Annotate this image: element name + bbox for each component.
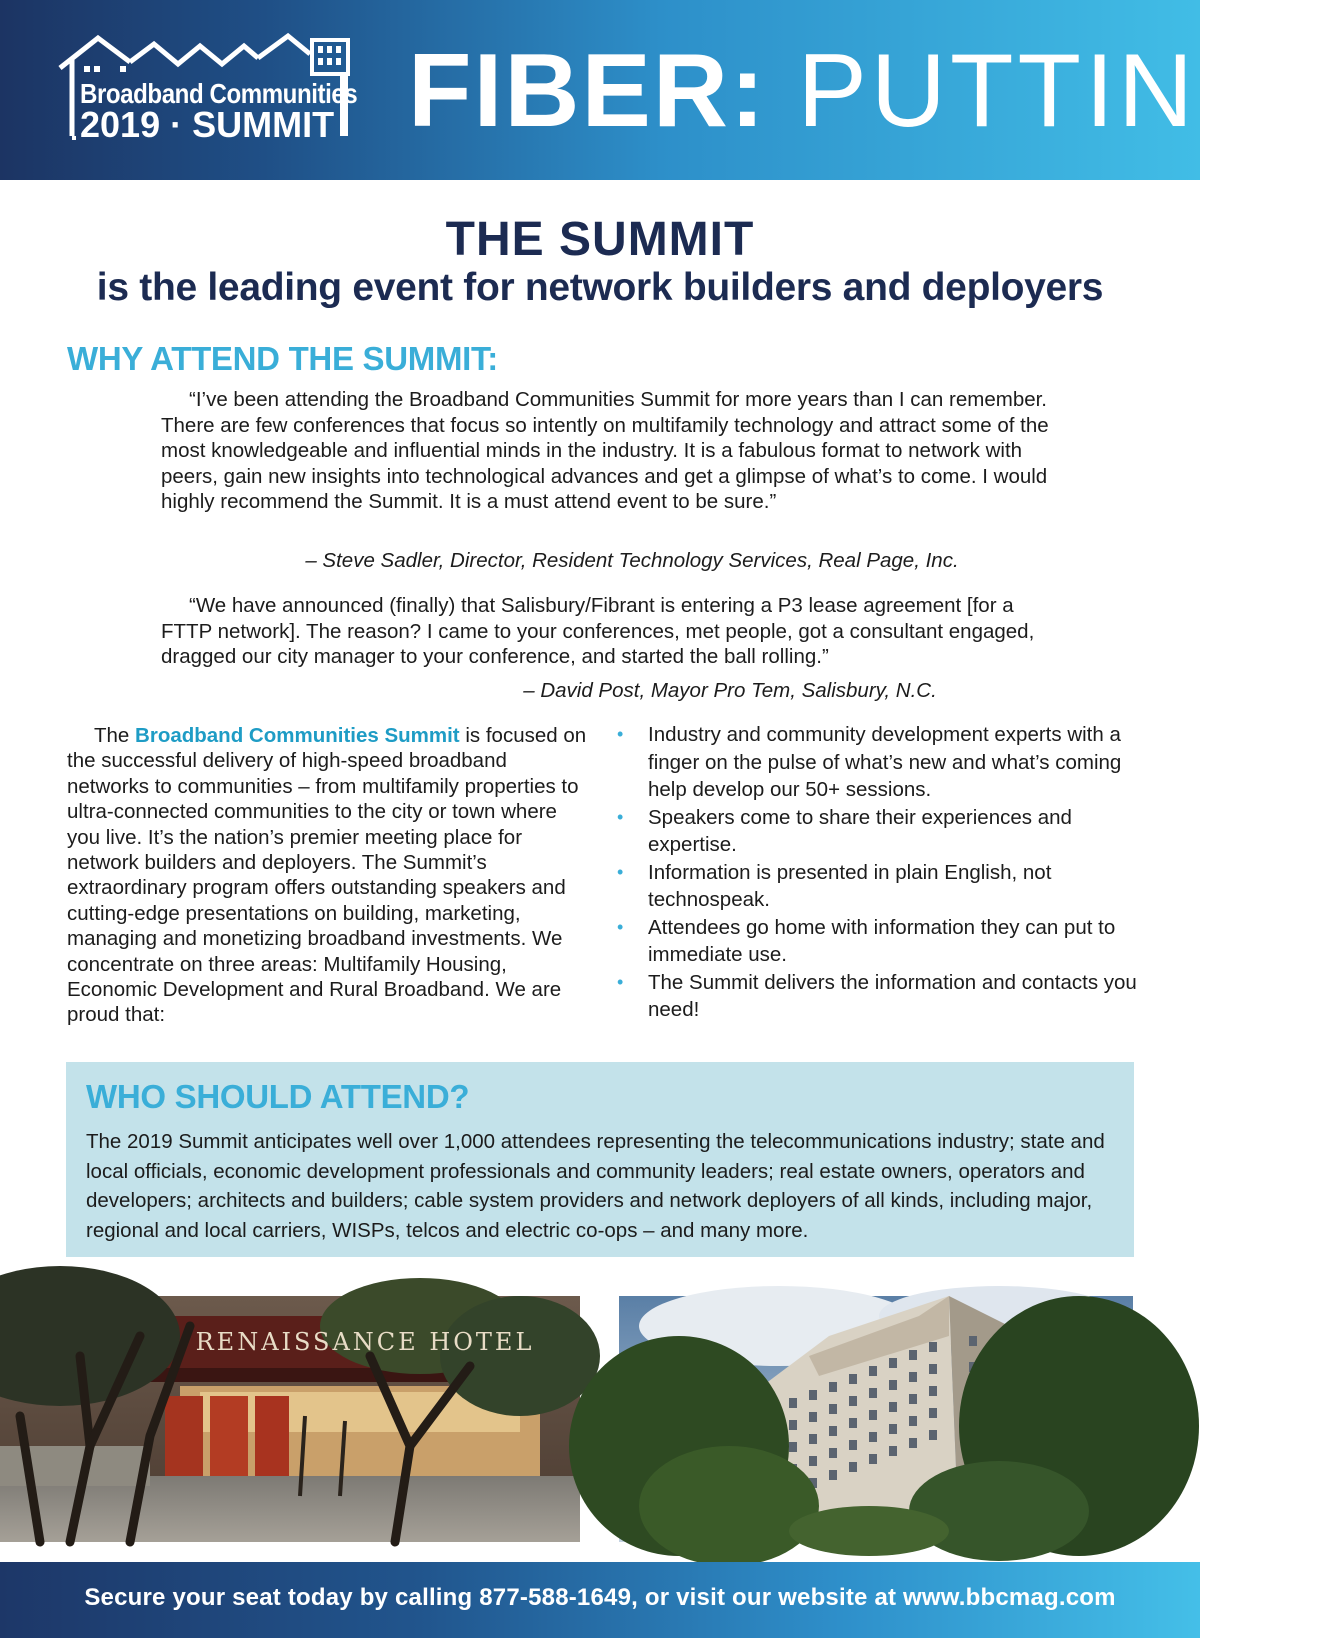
footer-cta-text[interactable]: Secure your seat today by calling 877-588-1649, or visit our website at www.bbcmag.com <box>84 1584 1116 1611</box>
banner-title-light: PUTTING <box>797 33 1282 149</box>
list-item <box>617 859 1137 914</box>
bullet-icon: • <box>617 861 624 882</box>
logo-name: Broadband Communities <box>80 78 358 109</box>
list-item-text: Attendees go home with information they can put to immediate use. <box>648 915 1116 966</box>
banner-title <box>408 33 1282 149</box>
header-banner <box>0 0 1282 180</box>
list-item-text: Speakers come to share their experiences and expertise. <box>648 805 1072 856</box>
page-subtitle: is the leading event for network builders and deployers <box>96 266 1104 309</box>
bullet-icon: • <box>617 971 624 992</box>
page-title: THE SUMMIT <box>445 213 755 266</box>
description-lead: The <box>94 724 130 747</box>
list-item <box>617 804 1137 859</box>
testimonial-attribution-2: – David Post, Mayor Pro Tem, Salisbury, N.C. <box>523 679 937 702</box>
list-item <box>617 969 1137 1024</box>
footer-banner <box>0 1562 1200 1638</box>
logo-year: 2019 · SUMMIT <box>80 104 335 145</box>
summit-description <box>67 723 587 1028</box>
list-item <box>617 721 1137 804</box>
summit-logo[interactable] <box>58 32 368 147</box>
hotel-building-photo <box>619 1296 1133 1542</box>
testimonial-attribution-1: – Steve Sadler, Director, Resident Technology Services, Real Page, Inc. <box>305 549 959 572</box>
bullet-icon: • <box>617 916 624 937</box>
list-item <box>617 914 1137 969</box>
hotel-building-image <box>619 1296 1133 1542</box>
description-rest: is focused on the successful delivery of high-speed broadband networks to communities – from multifamily properties to ultra-connected communities to the city or town where you live. It’s the nation’s premier meeting place for network builders and deployers. The Summit’s extraordinary program offers outstanding speakers and cutting-edge presentations on building, marketing, managing and monetizing broadband investments. We concentrate on three areas: Multifamily Housing, Economic Development and Rural Broadband. We are proud that: <box>67 724 587 1027</box>
hotel-sign-text: RENAISSANCE HOTEL <box>195 1328 535 1356</box>
bullet-icon: • <box>617 806 624 827</box>
testimonial-quote-1: “I’ve been attending the Broadband Communities Summit for more years than I can remember. There are few conferences that focus so intently on multifamily technology and attract some of the most knowledgeable and influential minds in the industry. It is a fabulous format to network with peers, gain new insights into technological advances and get a glimpse of what’s to come. I would highly recommend the Summit. It is a must attend event to be sure.” <box>161 388 1049 513</box>
bullet-icon: • <box>617 724 624 744</box>
benefits-list <box>617 721 1137 1024</box>
hotel-entrance-photo <box>0 1296 580 1542</box>
why-attend-heading: WHY ATTEND THE SUMMIT: <box>67 340 498 377</box>
list-item-text: Information is presented in plain English, not technospeak. <box>648 860 1052 911</box>
who-should-attend-box <box>66 1062 1134 1257</box>
who-should-attend-heading: WHO SHOULD ATTEND? <box>86 1078 470 1115</box>
banner-title-bold: FIBER: <box>408 33 767 149</box>
list-item-text: The Summit delivers the information and contacts you need! <box>648 970 1137 1021</box>
testimonial-quote-2: “We have announced (finally) that Salisbury/Fibrant is entering a P3 lease agreement [for a FTTP network]. The reason? I came to your conferences, met people, got a consultant engaged, dragged our city manager to your conference, and started the ball rolling.” <box>161 594 1035 668</box>
list-item-text: Industry and community development experts with a finger on the pulse of what’s new and what’s coming help develop our 50+ sessions. <box>648 723 1122 801</box>
hotel-entrance-image <box>0 1296 580 1542</box>
summit-name-highlight: Broadband Communities Summit <box>135 724 460 747</box>
who-should-attend-text: The 2019 Summit anticipates well over 1,000 attendees representing the telecommunications industry; state and local officials, economic development professionals and community leaders; real estate owners, operators and developers; architects and builders; cable system providers and network deployers of all kinds, including major, regional and local carriers, WISPs, telcos and electric co-ops – and many more. <box>86 1130 1105 1242</box>
